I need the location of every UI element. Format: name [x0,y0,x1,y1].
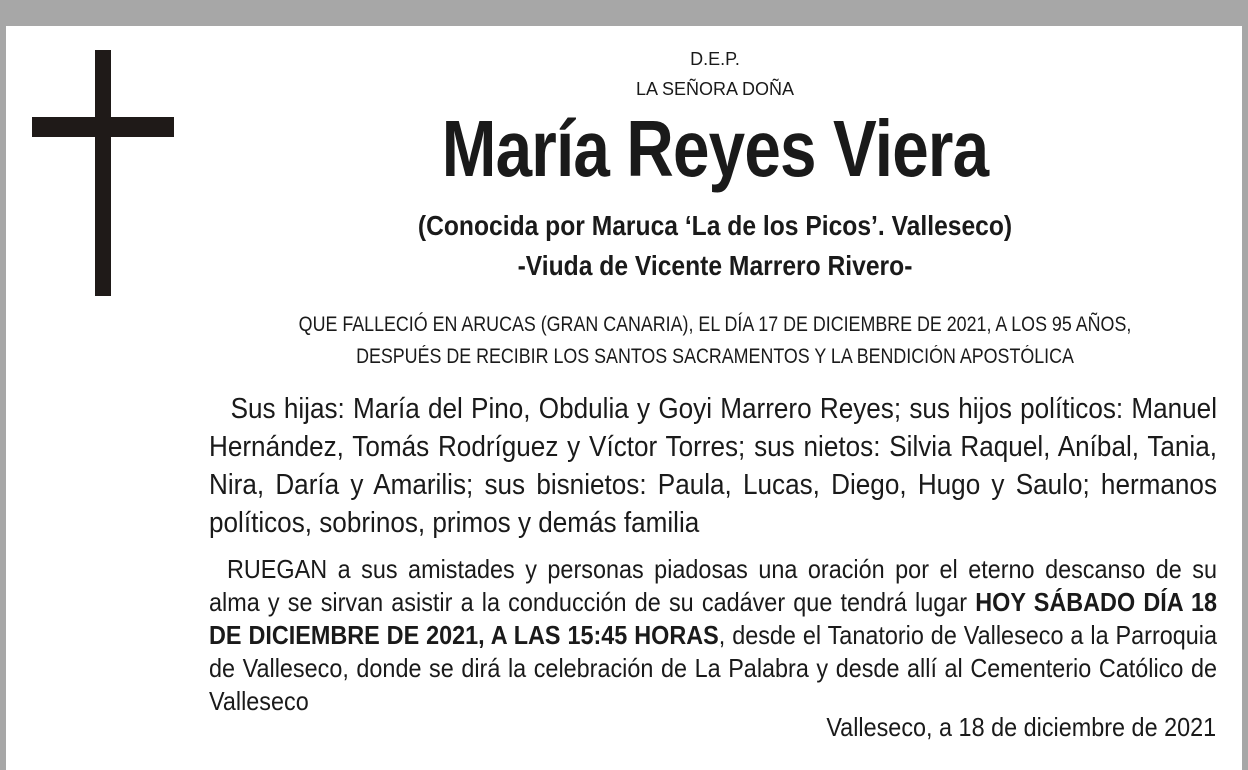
dateline: Valleseco, a 18 de diciembre de 2021 [826,712,1216,742]
condolence-line-1: QUE FALLECIÓ EN ARUCAS (GRAN CANARIA), EL DÍA 17 DE DICIEMBRE DE 2021, A LOS 95 AÑOS, [298,313,1132,336]
dep-label: D.E.P. [690,49,740,69]
nickname-line: (Conocida por Maruca ‘La de los Picos’. Valleseco) [417,210,1013,241]
intro-label: LA SEÑORA DOÑA [635,79,795,99]
deceased-name: María Reyes Viera [441,104,989,193]
ruegan-text-end: , desde el Tanatorio de Valleseco a la Parroquia de Valleseco, donde se dirá la celebración de La Palabra y desde allí al Cementerio Católico de Valleseco [209,620,1217,716]
condolence-line-2: DESPUÉS DE RECIBIR LOS SANTOS SACRAMENTOS Y LA BENDICIÓN APOSTÓLICA [356,345,1074,368]
cross-horizontal-bar [32,117,174,137]
widow-line: -Viuda de Vicente Marrero Rivero- [517,250,913,281]
ruegan-paragraph [209,553,1217,718]
service-datetime: HOY SÁBADO DÍA 18 DE DICIEMBRE DE 2021, A LAS 15:45 HORAS [209,587,1217,650]
family-paragraph: Sus hijas: María del Pino, Obdulia y Goyi Marrero Reyes; sus hijos políticos: Manuel Hernández, Tomás Rodríguez y Víctor Torres; sus nietos: Silvia Raquel, Aníbal, Tania, Nira, Daría y Amarilis; sus bisnietos: Paula, Lucas, Diego, Hugo y Saulo; hermanos políticos, sobrinos, primos y demás familia [209,393,1218,539]
ruegan-text-start: RUEGAN a sus amistades y personas piadosas una oración por el eterno descanso de su alma y se sirvan asistir a la conducción de su cadáver que tendrá lugar [209,554,1217,617]
cross-vertical-bar [95,50,111,296]
